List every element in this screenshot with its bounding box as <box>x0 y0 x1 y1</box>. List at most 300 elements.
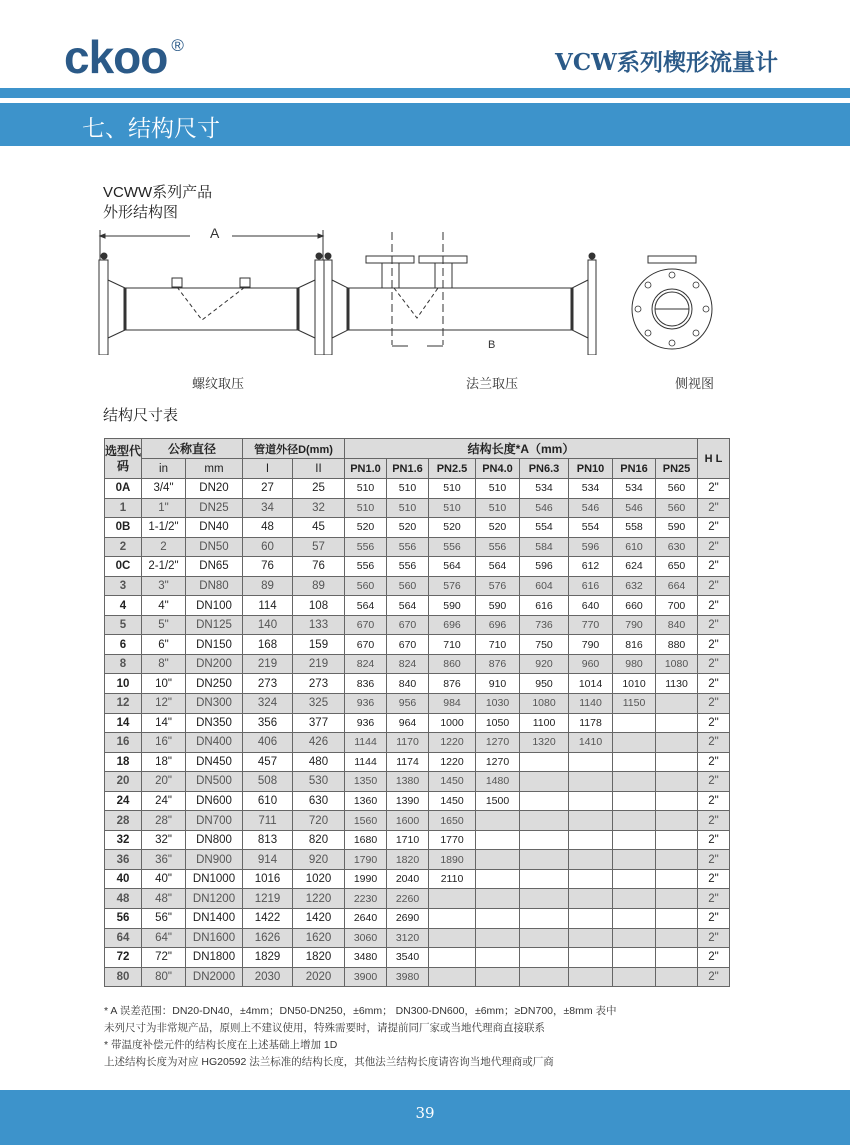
table-cell: 710 <box>476 635 520 655</box>
table-cell <box>569 752 613 772</box>
table-cell <box>656 850 698 870</box>
table-cell: 1390 <box>387 791 429 811</box>
table-cell: 2" <box>698 909 730 929</box>
table-cell: 984 <box>429 694 476 714</box>
table-cell: 2" <box>698 948 730 968</box>
table-title: 结构尺寸表 <box>103 407 179 424</box>
code-cell: 12 <box>105 694 142 714</box>
table-cell <box>656 909 698 929</box>
table-cell: 27 <box>243 479 293 499</box>
table-cell: 920 <box>520 654 569 674</box>
table-cell: 1220 <box>293 889 345 909</box>
table-cell <box>520 752 569 772</box>
table-cell: 2" <box>698 967 730 987</box>
table-cell: 2 <box>142 537 186 557</box>
header-code: 选型代码 <box>105 439 142 479</box>
table-cell <box>569 948 613 968</box>
table-cell: 590 <box>429 596 476 616</box>
table-cell <box>429 967 476 987</box>
table-cell <box>613 811 656 831</box>
table-cell <box>656 713 698 733</box>
table-cell: 377 <box>293 713 345 733</box>
table-cell: 76 <box>243 557 293 577</box>
table-cell: 3540 <box>387 948 429 968</box>
table-cell: 534 <box>569 479 613 499</box>
table-cell <box>429 909 476 929</box>
table-cell: 5" <box>142 615 186 635</box>
table-cell <box>569 791 613 811</box>
table-cell: 133 <box>293 615 345 635</box>
table-cell: 920 <box>293 850 345 870</box>
table-cell: 1220 <box>429 752 476 772</box>
table-cell: 3980 <box>387 967 429 987</box>
table-row <box>105 889 730 909</box>
table-cell: 10" <box>142 674 186 694</box>
table-cell: 630 <box>293 791 345 811</box>
table-cell: 20" <box>142 772 186 792</box>
subheader-cell: PN6.3 <box>520 459 569 479</box>
code-cell: 10 <box>105 674 142 694</box>
table-cell: 3120 <box>387 928 429 948</box>
table-cell: 508 <box>243 772 293 792</box>
table-cell <box>656 948 698 968</box>
header-hl: H L <box>698 439 730 479</box>
table-cell: 816 <box>613 635 656 655</box>
table-cell: 2110 <box>429 869 476 889</box>
structure-drawings <box>90 220 730 355</box>
table-cell <box>476 850 520 870</box>
table-cell: 1-1/2" <box>142 518 186 538</box>
registered-mark: ® <box>171 36 183 55</box>
notes <box>104 1003 617 1071</box>
table-cell: 632 <box>613 576 656 596</box>
table-cell: 2" <box>698 830 730 850</box>
table-cell: 546 <box>569 498 613 518</box>
table-cell: 824 <box>345 654 387 674</box>
table-cell: 1450 <box>429 791 476 811</box>
table-cell <box>520 967 569 987</box>
table-cell: 1050 <box>476 713 520 733</box>
table-cell: 670 <box>387 615 429 635</box>
table-cell <box>613 967 656 987</box>
table-cell: 108 <box>293 596 345 616</box>
table-cell <box>656 889 698 909</box>
table-cell: 2020 <box>293 967 345 987</box>
table-cell: 2040 <box>387 869 429 889</box>
subheader-cell: PN1.6 <box>387 459 429 479</box>
table-cell: 6" <box>142 635 186 655</box>
table-cell: DN100 <box>186 596 243 616</box>
table-cell <box>520 850 569 870</box>
code-cell: 80 <box>105 967 142 987</box>
table-cell: 3" <box>142 576 186 596</box>
note-line: 未列尺寸为非常规产品，原则上不建议使用，特殊需要时，请提前同厂家或当地代理商直接联系 <box>104 1022 545 1034</box>
table-cell: 2640 <box>345 909 387 929</box>
code-cell: 28 <box>105 811 142 831</box>
subheader-cell: PN10 <box>569 459 613 479</box>
table-cell: 1178 <box>569 713 613 733</box>
table-cell: 630 <box>656 537 698 557</box>
table-cell <box>656 928 698 948</box>
table-cell <box>613 752 656 772</box>
table-cell: 219 <box>293 654 345 674</box>
table-cell <box>520 791 569 811</box>
table-cell <box>613 909 656 929</box>
table-cell: 960 <box>569 654 613 674</box>
table-row <box>105 635 730 655</box>
table-cell: 1680 <box>345 830 387 850</box>
table-cell <box>520 909 569 929</box>
table-cell: 4" <box>142 596 186 616</box>
table-cell: 1360 <box>345 791 387 811</box>
table-cell: 840 <box>387 674 429 694</box>
table-cell: 1829 <box>243 948 293 968</box>
table-cell: 1" <box>142 498 186 518</box>
table-cell: 556 <box>476 537 520 557</box>
header-divider <box>0 88 850 98</box>
table-cell: 2" <box>698 537 730 557</box>
table-cell: 534 <box>520 479 569 499</box>
table-cell <box>656 869 698 889</box>
table-cell <box>656 694 698 714</box>
table-cell: 1710 <box>387 830 429 850</box>
table-cell: DN40 <box>186 518 243 538</box>
table-cell <box>613 791 656 811</box>
table-cell: 1820 <box>293 948 345 968</box>
note-line: 上述结构长度为对应 HG20592 法兰标准的结构长度，其他法兰结构长度请咨询当地代理商或厂商 <box>104 1056 554 1068</box>
table-cell: 2690 <box>387 909 429 929</box>
code-cell: 20 <box>105 772 142 792</box>
table-cell: DN700 <box>186 811 243 831</box>
table-cell <box>429 948 476 968</box>
table-cell <box>569 850 613 870</box>
table-cell: 273 <box>243 674 293 694</box>
table-cell: 1020 <box>293 869 345 889</box>
table-cell <box>520 772 569 792</box>
code-cell: 48 <box>105 889 142 909</box>
table-cell: 820 <box>293 830 345 850</box>
table-cell <box>613 948 656 968</box>
table-cell: 696 <box>476 615 520 635</box>
table-cell <box>613 889 656 909</box>
table-cell <box>613 772 656 792</box>
table-cell: 546 <box>613 498 656 518</box>
table-cell <box>520 889 569 909</box>
table-cell: 76 <box>293 557 345 577</box>
flange-tap-drawing <box>324 232 596 355</box>
code-cell: 18 <box>105 752 142 772</box>
table-cell: 12" <box>142 694 186 714</box>
table-cell: 325 <box>293 694 345 714</box>
caption-side-view: 侧视图 <box>675 376 715 391</box>
code-cell: 0A <box>105 479 142 499</box>
table-cell: 950 <box>520 674 569 694</box>
table-cell: 56" <box>142 909 186 929</box>
table-cell: 564 <box>387 596 429 616</box>
table-cell: 664 <box>656 576 698 596</box>
table-cell: 520 <box>476 518 520 538</box>
table-cell: DN1600 <box>186 928 243 948</box>
table-cell: 1500 <box>476 791 520 811</box>
table-cell: 736 <box>520 615 569 635</box>
code-cell: 0C <box>105 557 142 577</box>
table-cell: 840 <box>656 615 698 635</box>
table-row <box>105 772 730 792</box>
subheader-cell: mm <box>186 459 243 479</box>
table-cell: 564 <box>476 557 520 577</box>
table-row <box>105 830 730 850</box>
table-cell: 1080 <box>520 694 569 714</box>
section-title: 七、结构尺寸 <box>82 115 220 141</box>
table-cell: 1219 <box>243 889 293 909</box>
table-cell <box>476 889 520 909</box>
table-cell: 910 <box>476 674 520 694</box>
table-cell: 45 <box>293 518 345 538</box>
code-cell: 32 <box>105 830 142 850</box>
table-row <box>105 811 730 831</box>
table-cell <box>476 830 520 850</box>
table-row <box>105 694 730 714</box>
table-cell: 711 <box>243 811 293 831</box>
table-cell: DN150 <box>186 635 243 655</box>
table-cell: 140 <box>243 615 293 635</box>
table-cell <box>569 909 613 929</box>
table-cell: 596 <box>520 557 569 577</box>
subheader-cell: I <box>243 459 293 479</box>
table-cell <box>569 928 613 948</box>
table-row <box>105 518 730 538</box>
table-cell: 2" <box>698 752 730 772</box>
table-cell <box>520 928 569 948</box>
code-cell: 36 <box>105 850 142 870</box>
table-cell <box>520 811 569 831</box>
table-cell: 1790 <box>345 850 387 870</box>
table-cell <box>656 772 698 792</box>
table-cell <box>613 733 656 753</box>
header-outer-diameter: 管道外径D(mm) <box>243 439 345 459</box>
table-cell: DN350 <box>186 713 243 733</box>
table-cell: 1420 <box>293 909 345 929</box>
table-row <box>105 733 730 753</box>
table-cell: 2260 <box>387 889 429 909</box>
table-cell: 2" <box>698 674 730 694</box>
table-row <box>105 654 730 674</box>
table-cell: 2" <box>698 694 730 714</box>
table-cell: DN20 <box>186 479 243 499</box>
code-cell: 14 <box>105 713 142 733</box>
table-cell: 114 <box>243 596 293 616</box>
table-row <box>105 850 730 870</box>
brand-logo <box>64 30 183 84</box>
code-cell: 56 <box>105 909 142 929</box>
subheader-cell: PN4.0 <box>476 459 520 479</box>
table-cell: DN125 <box>186 615 243 635</box>
table-cell: 1890 <box>429 850 476 870</box>
table-cell: 24" <box>142 791 186 811</box>
table-cell: 770 <box>569 615 613 635</box>
table-cell <box>656 791 698 811</box>
table-cell: 650 <box>656 557 698 577</box>
table-row <box>105 713 730 733</box>
table-cell <box>476 928 520 948</box>
table-cell: 510 <box>345 479 387 499</box>
table-cell: 273 <box>293 674 345 694</box>
table-cell: 556 <box>345 557 387 577</box>
table-cell: 32 <box>293 498 345 518</box>
table-cell: DN800 <box>186 830 243 850</box>
table-cell: 790 <box>569 635 613 655</box>
table-cell: 2" <box>698 772 730 792</box>
table-row <box>105 537 730 557</box>
table-cell: DN25 <box>186 498 243 518</box>
table-cell <box>476 948 520 968</box>
table-cell: 1320 <box>520 733 569 753</box>
table-cell: 2" <box>698 713 730 733</box>
table-cell: DN300 <box>186 694 243 714</box>
table-cell: 2" <box>698 576 730 596</box>
table-cell: 1140 <box>569 694 613 714</box>
table-cell: 750 <box>520 635 569 655</box>
product-line: VCWW系列产品 <box>103 184 213 201</box>
table-row <box>105 596 730 616</box>
table-cell: 556 <box>345 537 387 557</box>
table-cell: 554 <box>520 518 569 538</box>
table-cell: 520 <box>387 518 429 538</box>
table-cell: 89 <box>293 576 345 596</box>
table-cell: 480 <box>293 752 345 772</box>
table-cell: 28" <box>142 811 186 831</box>
table-cell: 40" <box>142 869 186 889</box>
table-cell <box>520 869 569 889</box>
table-cell: 57 <box>293 537 345 557</box>
table-cell: 670 <box>345 615 387 635</box>
subheader-cell: PN16 <box>613 459 656 479</box>
table-cell: 1770 <box>429 830 476 850</box>
table-cell: 824 <box>387 654 429 674</box>
table-cell: 159 <box>293 635 345 655</box>
side-view-drawing <box>632 256 712 349</box>
table-cell: 584 <box>520 537 569 557</box>
table-cell: 168 <box>243 635 293 655</box>
table-cell: 616 <box>569 576 613 596</box>
table-cell: 560 <box>656 479 698 499</box>
table-cell: 534 <box>613 479 656 499</box>
table-row <box>105 498 730 518</box>
code-cell: 1 <box>105 498 142 518</box>
table-cell: DN65 <box>186 557 243 577</box>
table-cell: 860 <box>429 654 476 674</box>
table-cell: 520 <box>429 518 476 538</box>
table-cell: 980 <box>613 654 656 674</box>
table-cell: 2" <box>698 889 730 909</box>
table-cell: 3480 <box>345 948 387 968</box>
table-cell: 510 <box>429 498 476 518</box>
table-cell: 1080 <box>656 654 698 674</box>
table-row <box>105 576 730 596</box>
table-cell <box>476 869 520 889</box>
table-cell: 610 <box>613 537 656 557</box>
table-cell: 1144 <box>345 752 387 772</box>
table-cell: 2" <box>698 654 730 674</box>
table-row <box>105 674 730 694</box>
table-cell: 590 <box>476 596 520 616</box>
table-cell <box>656 733 698 753</box>
table-cell: 2-1/2" <box>142 557 186 577</box>
table-cell: 2" <box>698 615 730 635</box>
table-cell: 670 <box>345 635 387 655</box>
header-nominal: 公称直径 <box>142 439 243 459</box>
dimension-b-label: B <box>488 339 496 351</box>
table-cell: 64" <box>142 928 186 948</box>
table-cell: 2" <box>698 733 730 753</box>
table-cell <box>569 869 613 889</box>
table-cell: DN900 <box>186 850 243 870</box>
table-cell <box>656 811 698 831</box>
table-cell: 720 <box>293 811 345 831</box>
table-cell: 604 <box>520 576 569 596</box>
table-cell <box>656 752 698 772</box>
table-row <box>105 791 730 811</box>
table-cell: 219 <box>243 654 293 674</box>
footer-band <box>0 1090 850 1145</box>
table-cell: 624 <box>613 557 656 577</box>
table-cell <box>569 889 613 909</box>
table-cell: DN1800 <box>186 948 243 968</box>
table-cell: 60 <box>243 537 293 557</box>
header-length: 结构长度*A（mm） <box>345 439 698 459</box>
table-cell: 616 <box>520 596 569 616</box>
table-cell: 1620 <box>293 928 345 948</box>
table-cell: 1560 <box>345 811 387 831</box>
code-cell: 2 <box>105 537 142 557</box>
table-cell: 457 <box>243 752 293 772</box>
table-cell: 560 <box>345 576 387 596</box>
table-cell: 510 <box>345 498 387 518</box>
table-cell: 18" <box>142 752 186 772</box>
table-cell <box>613 830 656 850</box>
drawing-heading: 外形结构图 <box>103 204 179 221</box>
table-cell <box>476 811 520 831</box>
table-cell: 3060 <box>345 928 387 948</box>
table-cell: 564 <box>345 596 387 616</box>
table-cell: 936 <box>345 713 387 733</box>
table-cell: 560 <box>656 498 698 518</box>
table-cell: 556 <box>387 557 429 577</box>
table-cell: 2" <box>698 596 730 616</box>
table-cell: 1010 <box>613 674 656 694</box>
table-row <box>105 557 730 577</box>
code-cell: 0B <box>105 518 142 538</box>
table-cell: 560 <box>387 576 429 596</box>
table-cell: DN400 <box>186 733 243 753</box>
table-cell: 2" <box>698 928 730 948</box>
table-cell <box>569 772 613 792</box>
table-cell: DN600 <box>186 791 243 811</box>
table-cell: 1000 <box>429 713 476 733</box>
table-cell: 576 <box>429 576 476 596</box>
table-cell: 520 <box>345 518 387 538</box>
table-cell: 556 <box>429 537 476 557</box>
table-cell: 558 <box>613 518 656 538</box>
table-cell: 554 <box>569 518 613 538</box>
table-cell <box>613 850 656 870</box>
table-cell: 1150 <box>613 694 656 714</box>
table-cell: 48 <box>243 518 293 538</box>
table-cell: 34 <box>243 498 293 518</box>
table-cell: 25 <box>293 479 345 499</box>
table-cell <box>429 928 476 948</box>
dimension-table <box>104 438 730 987</box>
